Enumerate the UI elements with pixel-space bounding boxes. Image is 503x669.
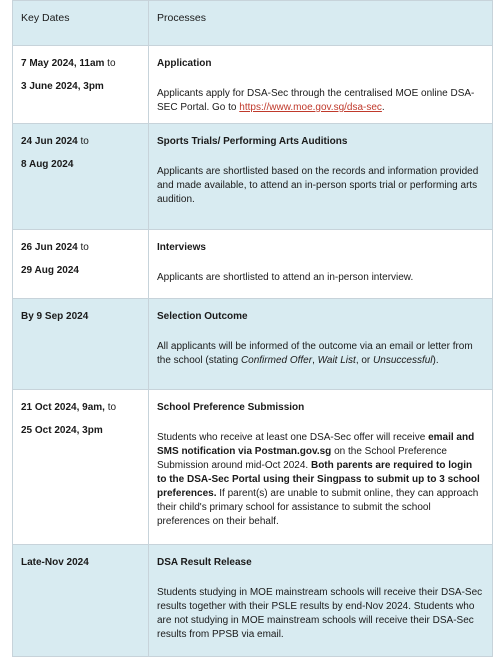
process-title: Interviews [157,242,206,253]
date-start: 24 Jun 2024 [21,136,78,147]
table-row [13,299,493,390]
process-description: All applicants will be informed of the outcome via an email or letter from the school (stating Confirmed Offer, Wait List, or Unsuccessful). [157,341,473,366]
process-description: Students studying in MOE mainstream schools will receive their DSA-Sec results together with their PSLE results by end-Nov 2024. Students who are not studying in MOE mainstream schools will receive their DSA-Sec results from PPSB via email. [157,587,483,640]
process-description: Applicants are shortlisted to attend an in-person interview. [157,272,414,283]
table-row [13,46,493,124]
date-to: to [104,58,116,69]
date-cell [13,299,149,390]
process-title: DSA Result Release [157,557,252,568]
process-cell [149,46,493,124]
date-start: 21 Oct 2024, 9am, [21,402,105,413]
table-row [13,545,493,657]
process-title: Selection Outcome [157,311,248,322]
process-title: Application [157,58,212,69]
date-cell [13,230,149,299]
date-end: 8 Aug 2024 [21,159,74,170]
process-cell [149,230,493,299]
date-end: 3 June 2024, 3pm [21,81,104,92]
date-end: 29 Aug 2024 [21,265,79,276]
table-row [13,390,493,545]
process-cell [149,390,493,545]
header-processes: Processes [149,1,493,46]
date-cell [13,390,149,545]
process-description: Applicants apply for DSA-Sec through the centralised MOE online DSA-SEC Portal. Go to https://www.moe.gov.sg/dsa-sec. [157,88,475,113]
date-to: to [77,242,89,253]
process-description: Applicants are shortlisted based on the records and information provided and made available, to attend an in-person sports trial or performing arts audition. [157,166,479,205]
process-cell [149,124,493,230]
table-row [13,124,493,230]
process-title: School Preference Submission [157,402,305,413]
process-cell [149,545,493,657]
date-start: 26 Jun 2024 [21,242,78,253]
date-start: Late-Nov 2024 [21,557,89,568]
date-to: to [77,136,89,147]
date-to: to [104,402,117,413]
table-header-row [13,1,493,46]
date-end: 25 Oct 2024, 3pm [21,425,103,436]
key-dates-table [12,0,493,657]
process-title: Sports Trials/ Performing Arts Auditions [157,136,348,147]
date-start: By 9 Sep 2024 [21,311,89,322]
date-start: 7 May 2024, 11am [21,58,105,69]
date-cell [13,124,149,230]
dsa-sec-link[interactable]: https://www.moe.gov.sg/dsa-sec [239,102,382,113]
header-key-dates: Key Dates [13,1,149,46]
table-row [13,230,493,299]
date-cell [13,46,149,124]
date-cell [13,545,149,657]
process-description: Students who receive at least one DSA-Sec offer will receive email and SMS notification via Postman.gov.sg on the School Preference Submission around mid-Oct 2024. Both parents are required to login to the DSA-Sec Portal using their Singpass to submit up to 3 school preferences. If parent(s) are unable to submit online, they can approach their child's primary school for assistance to submit the school preferences on their behalf. [157,432,480,527]
process-cell [149,299,493,390]
